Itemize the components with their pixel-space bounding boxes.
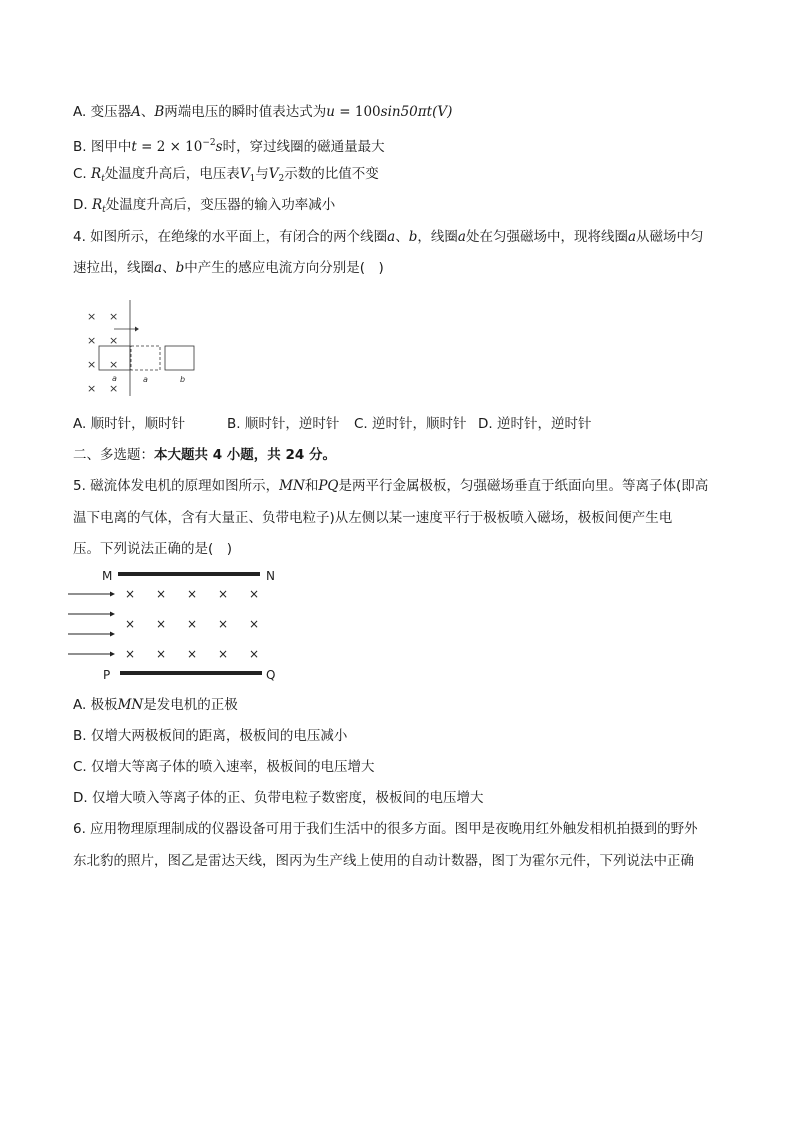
q4-label-a-moved: a — [143, 375, 148, 384]
q5-plate-MN — [118, 572, 260, 576]
q6-stem-line2: 东北豹的照片，图乙是雷达天线，图丙为生产线上使用的自动计数器，图丁为霍尔元件，下列说法中正确 — [73, 853, 694, 869]
svg-text:×: × — [125, 587, 136, 601]
q5-stem-line1: 5. 磁流体发电机的原理如图所示，MN和PQ是两平行金属极板，匀强磁场垂直于纸面向里。等离子体(即高 — [73, 478, 709, 494]
q4-stem-line2: 速拉出，线圈a、b中产生的感应电流方向分别是( ) — [73, 260, 384, 276]
q4-option-b: B. 顺时针，逆时针 — [227, 416, 340, 432]
q5-stem-line2: 温下电离的气体，含有大量正、负带电粒子)从左侧以某一速度平行于极板喷入磁场，极板间便产生电 — [73, 510, 673, 526]
q4-label-a: a — [112, 374, 117, 383]
q4-pull-arrow — [114, 327, 139, 332]
svg-text:×: × — [125, 617, 136, 631]
q5-magnetic-field — [125, 587, 259, 661]
svg-text:×: × — [187, 647, 198, 661]
svg-text:×: × — [249, 587, 260, 601]
q5-plate-PQ — [120, 671, 262, 675]
q5-option-c: C. 仅增大等离子体的喷入速率，极板间的电压增大 — [73, 759, 375, 775]
q4-coil-a-dashed — [131, 346, 160, 370]
svg-text:×: × — [109, 358, 119, 371]
q4-coil-b — [165, 346, 194, 370]
svg-text:×: × — [187, 587, 198, 601]
q5-stem-line3: 压。下列说法正确的是( ) — [73, 541, 233, 557]
q5-label-M: M — [102, 569, 113, 583]
svg-text:×: × — [87, 382, 97, 395]
q5-option-a: A. 极板MN是发电机的正极 — [73, 697, 238, 713]
svg-text:×: × — [109, 334, 119, 347]
svg-text:×: × — [249, 617, 260, 631]
q3-option-b: B. 图甲中$t = 2 \times 10^{-2}s$时，穿过线圈的磁通量最大 — [73, 138, 385, 155]
svg-text:×: × — [218, 587, 229, 601]
q4-option-c: C. 逆时针，顺时针 — [354, 416, 467, 432]
svg-text:×: × — [87, 310, 97, 323]
q3-option-d: D. $R_t$处温度升高后，变压器的输入功率减小 — [73, 197, 336, 215]
svg-text:×: × — [249, 647, 260, 661]
q4-options — [73, 415, 591, 433]
q3-option-a: A. 变压器A、B两端电压的瞬时值表达式为u = 100sin50πt(V) — [73, 104, 453, 120]
q5-option-b: B. 仅增大两极板间的距离，极板间的电压减小 — [73, 728, 348, 744]
q5-label-Q: Q — [266, 668, 276, 682]
q4-stem-line1: 4. 如图所示，在绝缘的水平面上，有闭合的两个线圈a、b，线圈a处在匀强磁场中，现将线圈a从磁场中匀 — [73, 229, 704, 245]
svg-text:×: × — [125, 647, 136, 661]
svg-text:×: × — [87, 358, 97, 371]
q5-label-N: N — [266, 569, 275, 583]
section2-heading: 二、多选题：本大题共 4 小题，共 24 分。 — [73, 447, 336, 463]
q4-option-a: A. 顺时针，顺时针 — [73, 416, 186, 432]
q4-option-d: D. 逆时针，逆时针 — [478, 416, 592, 432]
q4-figure — [82, 298, 202, 398]
q4-label-b: b — [180, 375, 186, 384]
q5-figure — [66, 566, 286, 684]
svg-text:×: × — [109, 310, 119, 323]
q5-plasma-arrows — [68, 592, 115, 657]
svg-text:×: × — [187, 617, 198, 631]
q3-option-c: C. $R_t$处温度升高后，电压表$V_1$与$V_2$示数的比值不变 — [73, 166, 379, 184]
svg-text:×: × — [156, 647, 167, 661]
svg-text:×: × — [218, 617, 229, 631]
svg-text:×: × — [109, 382, 119, 395]
q6-stem-line1: 6. 应用物理原理制成的仪器设备可用于我们生活中的很多方面。图甲是夜晚用红外触发相机拍摄到的野外 — [73, 821, 698, 837]
q5-label-P: P — [103, 668, 111, 682]
svg-text:×: × — [156, 587, 167, 601]
svg-text:×: × — [87, 334, 97, 347]
svg-text:×: × — [218, 647, 229, 661]
svg-text:×: × — [156, 617, 167, 631]
q5-option-d: D. 仅增大喷入等离子体的正、负带电粒子数密度，极板间的电压增大 — [73, 790, 484, 806]
